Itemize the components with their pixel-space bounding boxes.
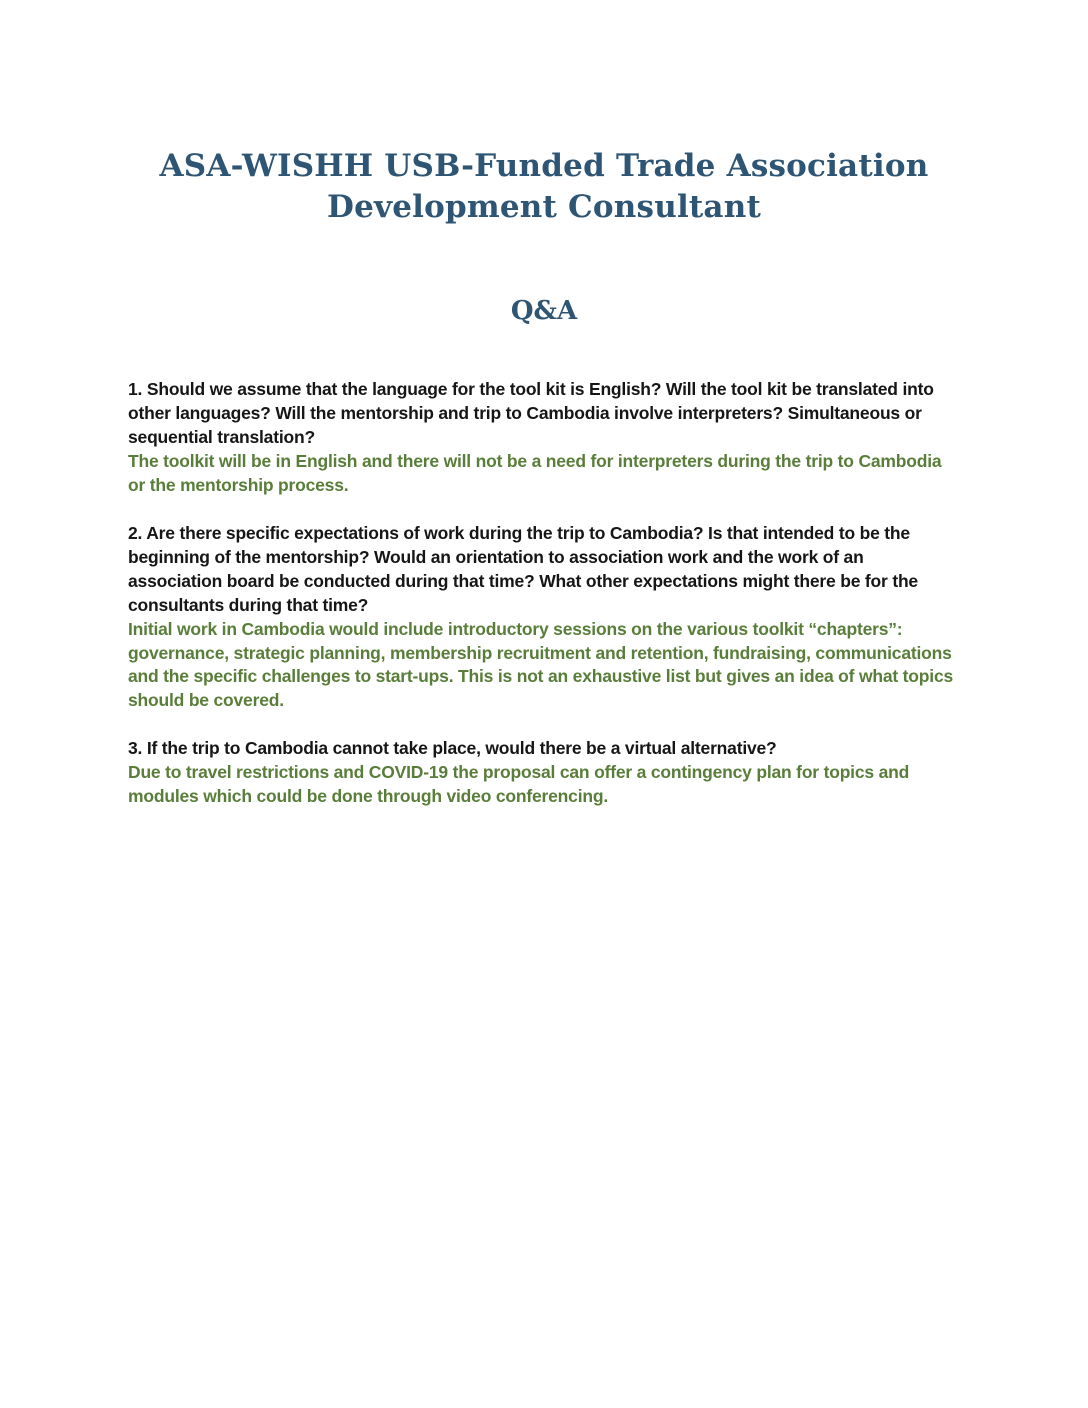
- qa-item-3: [128, 737, 958, 809]
- question-text-3: 3. If the trip to Cambodia cannot take place, would there be a virtual alternative?: [128, 738, 777, 759]
- answer-text-2: Initial work in Cambodia would include introductory sessions on the various toolkit “chapters”: governance, strategic planning, membership recruitment and retention, fundraising, communications and the specific challenges to start-ups. This is not an exhaustive list but gives an idea of what topics should be covered.: [128, 618, 954, 711]
- question-text-1: 1. Should we assume that the language for the tool kit is English? Will the tool kit be translated into other languages? Will the mentorship and trip to Cambodia involve interpreters? Simultaneous or sequential translation?: [128, 378, 934, 447]
- answer-text-3: Due to travel restrictions and COVID-19 the proposal can offer a contingency plan for topics and modules which could be done through video conferencing.: [128, 762, 910, 807]
- qa-list: [0, 378, 1088, 810]
- document-subtitle-qa-heading: Q&A: [510, 295, 578, 326]
- document-title-line-1: ASA-WISHH USB-Funded Trade Association: [159, 148, 929, 184]
- qa-item-2: [128, 522, 958, 714]
- question-text-2: 2. Are there specific expectations of work during the trip to Cambodia? Is that intended to be the beginning of the mentorship? Would an orientation to association work and the work of an association board be conducted during that time? What other expectations might there be for the consultants during that time?: [128, 522, 918, 615]
- qa-item-1: [128, 378, 958, 498]
- document-title: [0, 146, 1088, 228]
- answer-text-1: The toolkit will be in English and there will not be a need for interpreters during the trip to Cambodia or the mentorship process.: [128, 450, 942, 495]
- document-title-line-2: Development Consultant: [327, 188, 761, 225]
